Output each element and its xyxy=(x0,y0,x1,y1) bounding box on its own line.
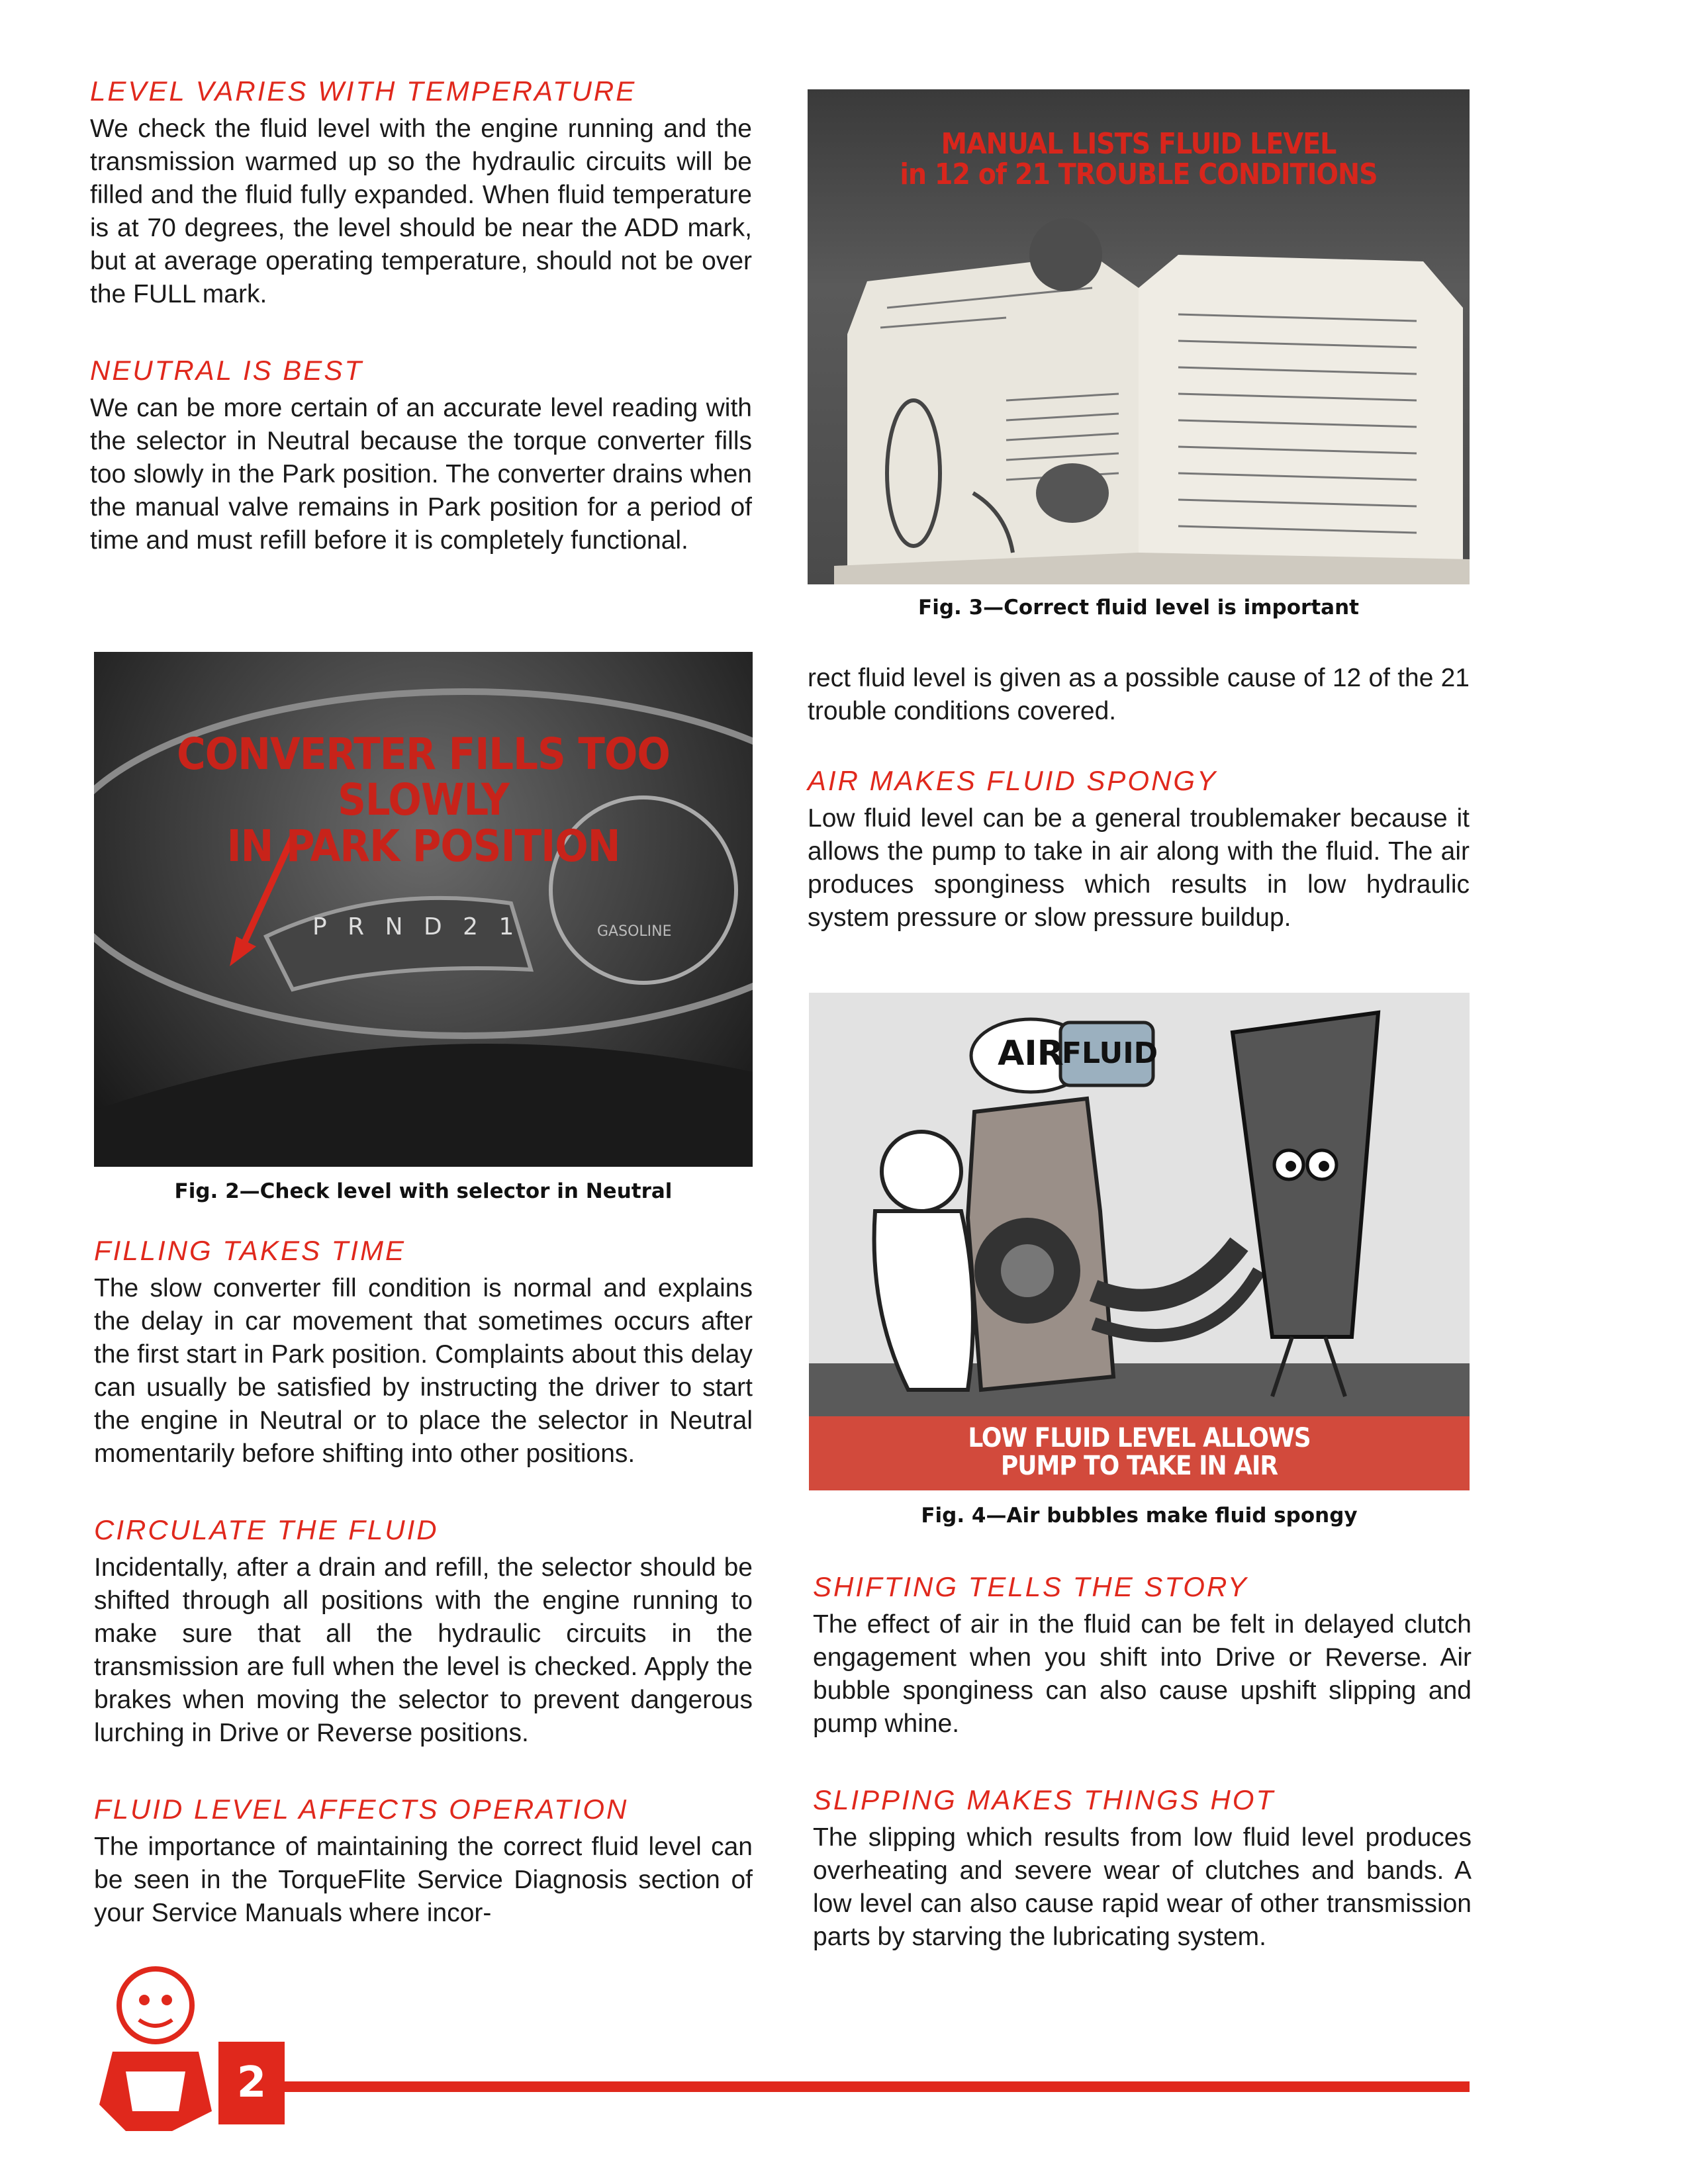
fig2-overlay-line1: CONVERTER FILLS TOO SLOWLY xyxy=(177,729,670,826)
fig3-photo xyxy=(808,89,1470,584)
fig2-overlay-line2: IN PARK POSITION xyxy=(226,820,620,872)
section-heading: SLIPPING MAKES THINGS HOT xyxy=(813,1784,1276,1815)
section-heading: LEVEL VARIES WITH TEMPERATURE xyxy=(90,75,637,107)
section-heading: AIR MAKES FLUID SPONGY xyxy=(808,765,1218,796)
page-number: 2 xyxy=(218,2042,285,2124)
section-heading: FLUID LEVEL AFFECTS OPERATION xyxy=(94,1794,629,1825)
section-text: We can be more certain of an accurate level reading with the selector in Neutral because the torque converter fills too slowly in the Park position. The converter drains when the manual valve remains in Park position for a period of time and must refill before it is completely functional. xyxy=(90,394,752,555)
fig4-banner-line2: PUMP TO TAKE IN AIR xyxy=(1000,1451,1278,1481)
fig4-illustration xyxy=(809,993,1470,1490)
section-air-spongy xyxy=(808,762,1470,934)
right-column-bottom xyxy=(813,1569,1472,1954)
fig4-caption: Fig. 4—Air bubbles make fluid spongy xyxy=(921,1504,1358,1527)
section-shifting-tells xyxy=(813,1569,1472,1741)
section-heading: SHIFTING TELLS THE STORY xyxy=(813,1571,1248,1602)
fig4-banner-line1: LOW FLUID LEVEL ALLOWS xyxy=(968,1423,1311,1453)
section-text: The effect of air in the fluid can be felt in delayed clutch engagement when you shift into Drive or Reverse. Air bubble sponginess can also cause upshift slipping and pump whine. xyxy=(813,1610,1472,1738)
fig3-caption: Fig. 3—Correct fluid level is important xyxy=(918,596,1359,619)
section-text: Incidentally, after a drain and refill, the selector should be shifted through all positions with the engine running to make sure that all the hydraulic circuits in the transmission are full when the level is checked. Apply the brakes when moving the selector to prevent dangerous lurching in Drive or Reverse positions. xyxy=(94,1553,753,1747)
fig2-gauge-label: GASOLINE xyxy=(597,923,672,940)
section-heading: CIRCULATE THE FLUID xyxy=(94,1514,439,1545)
section-text: The slow converter fill condition is normal and explains the delay in car movement that sometimes occurs after the first start in Park position. Complaints about this delay can usually be satisfied by instructing the driver to start the engine in Neutral or to place the selector in Neutral momentarily before shifting into other positions. xyxy=(94,1274,753,1468)
left-column-bottom xyxy=(94,1232,753,1930)
section-text: The importance of maintaining the correct fluid level can be seen in the TorqueFlite Service Diagnosis section of your Service Manuals where incor- xyxy=(94,1833,753,1927)
section-heading: NEUTRAL IS BEST xyxy=(90,355,363,386)
mascot-logo xyxy=(86,1959,225,2138)
section-slipping-hot xyxy=(813,1782,1472,1954)
fig3-overlay-line2: in 12 of 21 TROUBLE CONDITIONS xyxy=(900,158,1378,192)
bubble-air-label: AIR xyxy=(998,1034,1064,1073)
section-filling-takes-time xyxy=(94,1232,753,1471)
footer-rule xyxy=(285,2081,1470,2092)
left-column-top xyxy=(90,73,752,557)
section-circulate-fluid xyxy=(94,1512,753,1750)
section-heading: FILLING TAKES TIME xyxy=(94,1235,406,1266)
section-level-varies xyxy=(90,73,752,311)
fig3-overlay-line1: MANUAL LISTS FLUID LEVEL xyxy=(941,127,1336,161)
right-column-middle xyxy=(808,662,1470,934)
fig2-caption: Fig. 2—Check level with selector in Neutral xyxy=(174,1179,673,1203)
section-text: The slipping which results from low fluid level produces overheating and severe wear of clutches and bands. A low level can also cause rapid wear of other transmission parts by starving the lubricating system. xyxy=(813,1823,1472,1951)
section-fluid-level-affects xyxy=(94,1791,753,1930)
bubble-fluid-label: FLUID xyxy=(1062,1036,1158,1070)
continuation-text: rect fluid level is given as a possible cause of 12 of the 21 trouble conditions covered. xyxy=(808,664,1470,725)
section-neutral-best xyxy=(90,352,752,557)
fig2-selector-letters: P R N D 2 1 xyxy=(312,913,521,940)
section-text: Low fluid level can be a general troublemaker because it allows the pump to take in air along with the fluid. The air produces sponginess which results in low hydraulic system pressure or slow pressure buildup. xyxy=(808,804,1470,932)
section-text: We check the fluid level with the engine running and the transmission warmed up so the hydraulic circuits will be filled and the fluid fully expanded. When fluid temperature is at 70 degrees, the level should be near the ADD mark, but at average operating temperature, should not be over the FULL mark. xyxy=(90,114,752,308)
fig2-photo xyxy=(94,652,753,1167)
